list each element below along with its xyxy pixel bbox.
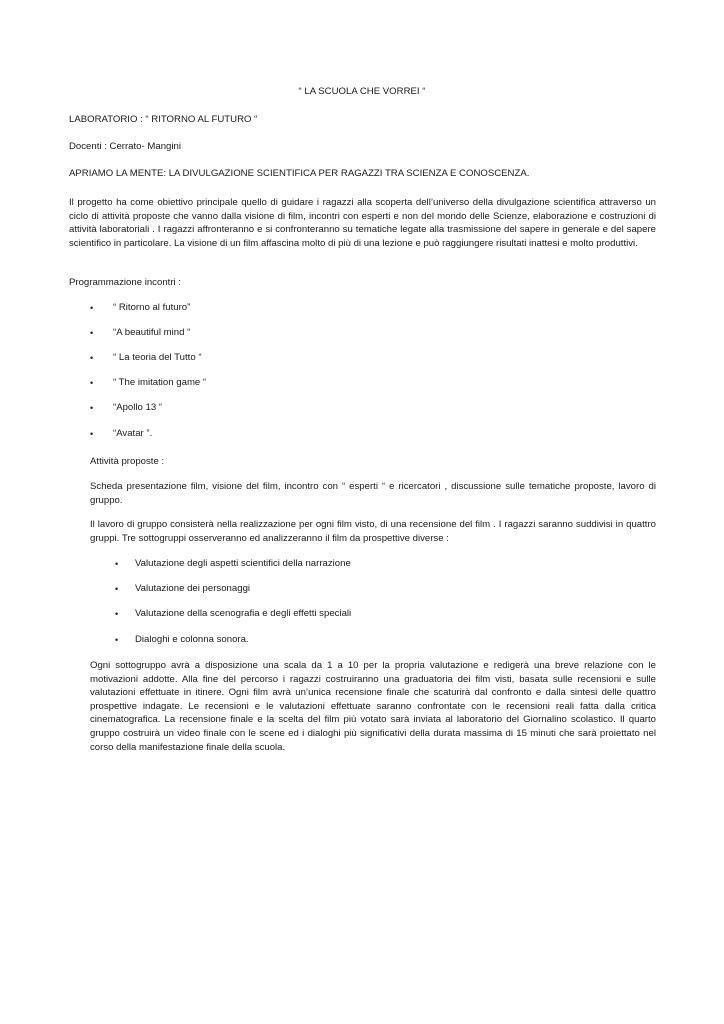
bullet-icon: • [90,429,94,439]
final-paragraph: Ogni sottogruppo avrà a disposizione una scala da 1 a 10 per la propria valutazione e redigerà una breve relazione con le motivazioni addotte. Alla fine del percorso i ragazzi costruiranno una graduatoria dei film visti, basata sulle recensioni e sulle valutazioni effettuate in itinere. Ogni film avrà un’unica recensione finale che scaturirà dal confronto e dalla sintesi delle quattro prospettive indagate. Le recensioni e le valutazioni effettuate saranno confrontate con le recensioni reali fatta dalla critica cinematografica. La recensione finale e la scelta del film più votato sarà inviata al laboratorio del Giornalino scolastico. Il quarto gruppo costruirà un video finale con le scene ed i dialoghi più significativi della durata massima di 15 minuti che sarà proiettato nel corso della manifestazione finale della scuola. [90,660,656,753]
bullet-icon: • [90,353,94,363]
bullet-icon: • [90,378,94,388]
bullet-icon: • [90,303,94,313]
laboratorio-heading: LABORATORIO : “ RITORNO AL FUTURO “ [69,114,258,125]
bullet-icon: • [115,584,119,594]
intro-paragraph: Il progetto ha come obiettivo principale quello di guidare i ragazzi alla scoperta dell’universo della divulgazione scientifica attraverso un ciclo di attività proposte che vanno dalla visione di film, incontri con esperti e non del mondo delle Scienze, elaborazione e costruzioni di attività laboratoriali . I ragazzi affronteranno e si confronteranno su tematiche legate alla trasmissione del sapere in generale e del sapere scientifico in particolare. La visione di un film affascina molto di più di una lezione e può raggiungere risultati inattesi e molto produttivi. [69,197,656,249]
aspect-text: Valutazione della scenografia e degli effetti speciali [135,608,352,619]
bullet-icon: • [115,635,119,645]
film-title: “Apollo 13 “ [113,402,163,413]
attivita-label: Attività proposte : [90,456,165,467]
film-title: “A beautiful mind “ [113,327,191,338]
scheda-paragraph: Scheda presentazione film, visione del film, incontro con “ esperti “ e ricercatori , discussione sulle tematiche proposte, lavoro di gruppo. [90,481,656,506]
lavoro-paragraph: Il lavoro di gruppo consisterà nella realizzazione per ogni film visto, di una recensione del film . I ragazzi saranno suddivisi in quattro gruppi. Tre sottogruppi osserveranno ed analizzeranno il film da prospettive diverse : [90,519,656,544]
bullet-icon: • [115,559,119,569]
aspect-text: Valutazione dei personaggi [135,583,251,594]
film-title: “ The imitation game “ [113,377,207,388]
docenti-line: Docenti : Cerrato- Mangini [69,141,181,152]
film-title: “Avatar ”. [113,428,153,439]
bullet-icon: • [115,609,119,619]
film-title: “ Ritorno al futuro” [113,302,191,313]
programmazione-label: Programmazione incontri : [69,277,181,288]
aspect-text: Valutazione degli aspetti scientifici della narrazione [135,558,351,569]
document-title: “ LA SCUOLA CHE VORREI “ [298,86,426,97]
aspect-text: Dialoghi e colonna sonora. [135,634,249,645]
apriamo-heading: APRIAMO LA MENTE: LA DIVULGAZIONE SCIENTIFICA PER RAGAZZI TRA SCIENZA E CONOSCENZA. [69,168,530,179]
bullet-icon: • [90,403,94,413]
bullet-icon: • [90,328,94,338]
film-title: “ La teoria del Tutto “ [113,352,202,363]
